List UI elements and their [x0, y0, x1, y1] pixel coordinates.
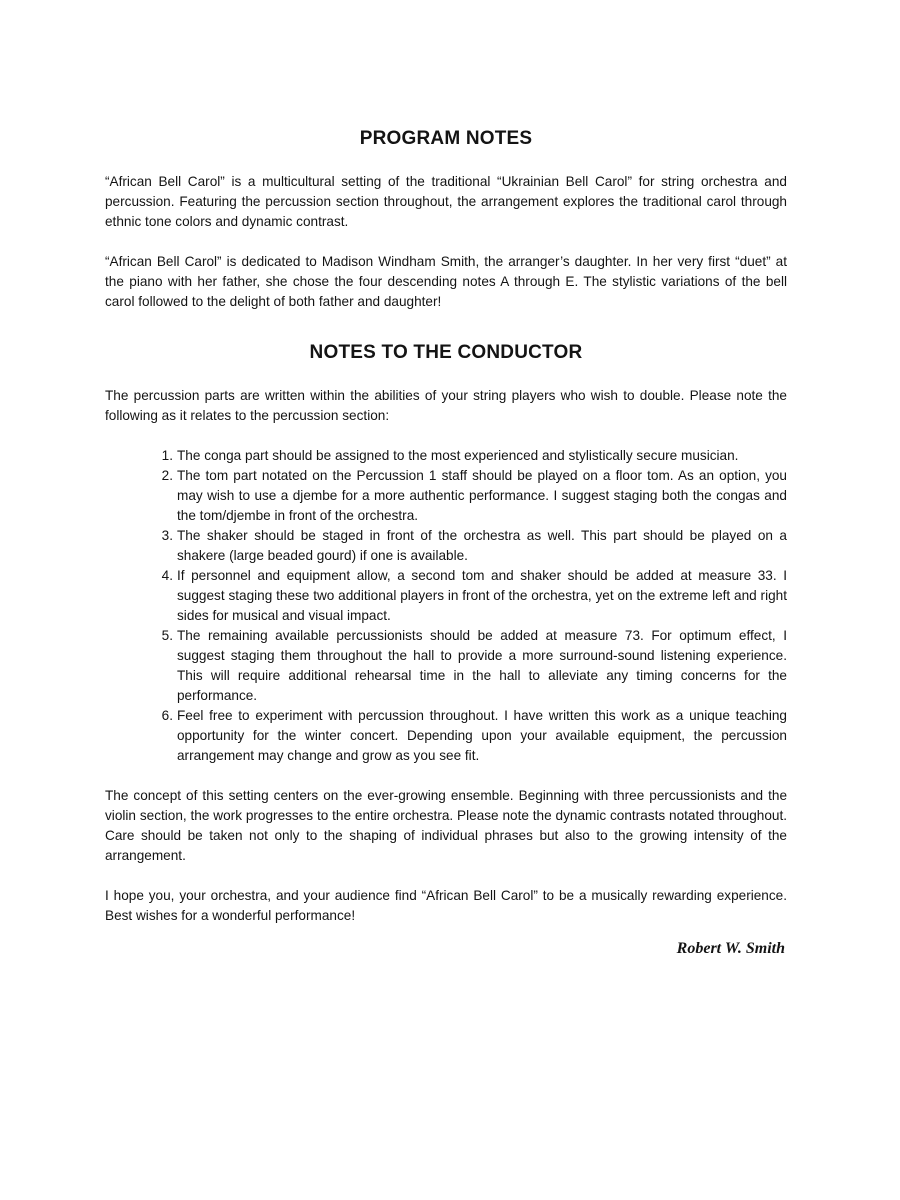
list-item-text: The remaining available percussionists should be added at measure 73. For optimum effect, I suggest staging them throughout the hall to provide a more surround-sound listening experience. This will require additional rehearsal time in the hall to alleviate any timing concerns for the performance.: [177, 628, 787, 703]
list-item: [161, 446, 787, 466]
list-item-text: The conga part should be assigned to the most experienced and stylistically secure musician.: [177, 448, 739, 463]
list-item-number: 5.: [161, 628, 173, 643]
document-page: [105, 126, 787, 960]
program-notes-title: PROGRAM NOTES: [359, 128, 533, 149]
list-item-number: 1.: [161, 448, 173, 463]
conductor-notes-intro: The percussion parts are written within the abilities of your string players who wish to double. Please note the following as it relates to the percussion section:: [105, 388, 787, 423]
list-item-text: The tom part notated on the Percussion 1 staff should be played on a floor tom. As an option, you may wish to use a djembe for a more authentic performance. I suggest staging both the congas and the tom/djembe in front of the orchestra.: [177, 468, 787, 523]
concept-paragraph: The concept of this setting centers on the ever-growing ensemble. Beginning with three percussionists and the violin section, the work progresses to the entire orchestra. Please note the dynamic contrasts notated throughout. Care should be taken not only to the shaping of individual phrases but also to the growing intensity of the arrangement.: [105, 788, 787, 863]
conductor-notes-title: NOTES TO THE CONDUCTOR: [309, 342, 583, 363]
list-item: [161, 526, 787, 566]
list-item-number: 3.: [161, 528, 173, 543]
list-item: [161, 466, 787, 526]
list-item-number: 6.: [161, 708, 173, 723]
percussion-notes-list: [105, 446, 787, 766]
list-item-number: 2.: [161, 468, 173, 483]
closing-paragraph: I hope you, your orchestra, and your audience find “African Bell Carol” to be a musically rewarding experience. Best wishes for a wonderful performance!: [105, 888, 787, 923]
list-item-text: If personnel and equipment allow, a second tom and shaker should be added at measure 33. I suggest staging these two additional players in front of the orchestra, yet on the extreme left and right sides for musical and visual impact.: [177, 568, 787, 623]
list-item: [161, 706, 787, 766]
list-item-text: The shaker should be staged in front of the orchestra as well. This part should be played on a shakere (large beaded gourd) if one is available.: [177, 528, 787, 563]
list-item-text: Feel free to experiment with percussion throughout. I have written this work as a unique teaching opportunity for the winter concert. Depending upon your available equipment, the percussion arrangement may change and grow as you see fit.: [177, 708, 787, 763]
list-item: [161, 626, 787, 706]
list-item: [161, 566, 787, 626]
program-notes-paragraph-1: “African Bell Carol” is a multicultural setting of the traditional “Ukrainian Bell Carol” for string orchestra and percussion. Featuring the percussion section throughout, the arrangement explores the traditional carol through ethnic tone colors and dynamic contrast.: [105, 174, 787, 229]
signature: Robert W. Smith: [676, 940, 785, 957]
program-notes-paragraph-2: “African Bell Carol” is dedicated to Madison Windham Smith, the arranger’s daughter. In her very first “duet” at the piano with her father, she chose the four descending notes A through E. The stylistic variations of the bell carol followed to the delight of both father and daughter!: [105, 254, 787, 309]
list-item-number: 4.: [161, 568, 173, 583]
